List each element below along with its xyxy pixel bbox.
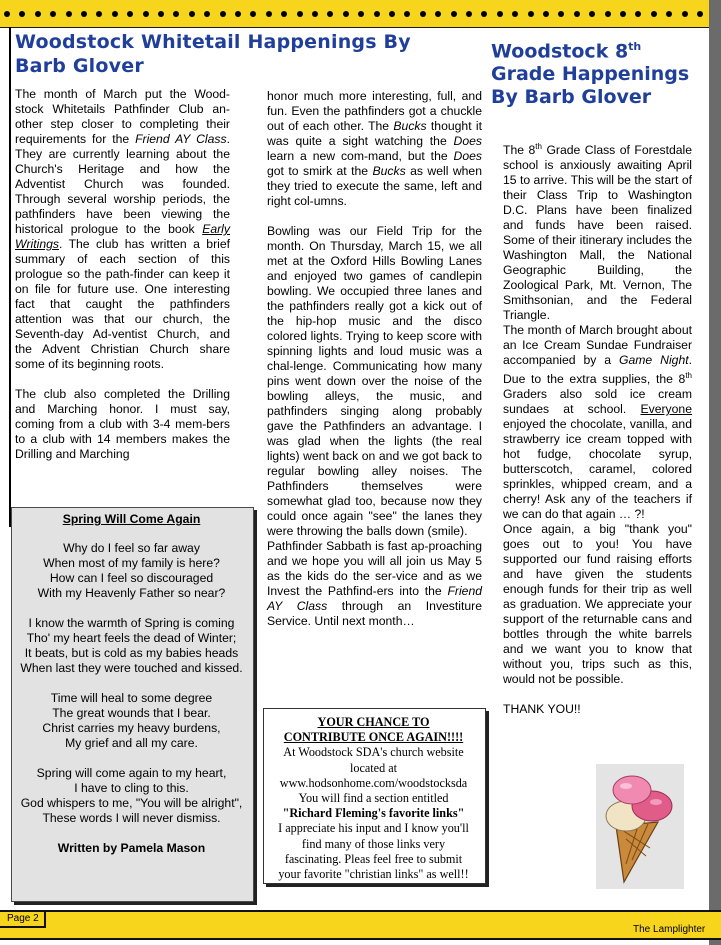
left-column-rule [9,27,11,527]
border-dot [4,11,10,17]
page-number: Page 2 [7,913,39,924]
poem-line: How can I feel so discouraged [49,571,214,585]
paragraph-class-trip: The 8th Grade Class of Forestdale school is anxiously awaiting April 15 to arrive. This will be the start of their Class Trip to Washington D.C. Plans have been finalized and funds have been raised. Some of their itinerary includes the Washington Mall, the National Geographic Building, the Zoological Park, Mt. Vernon, The Smithsonian, and the Federal Triangle. [503,142,693,323]
contribute-line: You will find a section entitled [298,791,449,806]
paragraph-fundraiser: The month of March brought about an Ice Cream Sundae Fundraiser accompanied by a Game Night. Due to the extra supplies, the 8th Graders also sold ice cream sundaes at school. Everyone enjoyed the chocolate, vanilla, and strawberry ice cream topped with hot fudge, chocolate syrup, butterscotch, caramel, colored sprinkles, whipped cream, and a cherry! Ask any of the teachers if we can do that again … ?! [503,323,692,522]
paragraph-bowling-trip: Bowling was our Field Trip for the month. On Thursday, March 15, we all met at the Oxford Hills Bowling Lanes and enjoyed two games of candlepin bowling. We occupied three lanes and the pathfinders really got a kick out of the hip-hop music and the disco colored lights. Trying to keep score with spinning lights and loud music was a chal-lenge. Communicating how many pins went down over the noise of the bowling alleys, the music, and pathfinders singing along probably gave the Pathfinders an advantage. I was glad when the lights (the real lights) went back on and we got back to regular bowling alley noises. The Pathfinders themselves were somewhat glad too, because now they could once again "see" the lanes they were throwing the balls down (smile). [267,224,482,538]
bottom-border-band [0,910,721,940]
whitetail-column-1 [15,87,230,462]
border-dot [220,11,226,17]
border-dot [204,11,210,17]
right-shadow-edge [709,0,721,945]
contribute-line: your favorite "christian links" as well!! [278,867,469,882]
paragraph-thank-you: Once again, a big "thank you" goes out to you! You have supported our fund raising efforts and have given the students enough funds for their trip as well as graduation. We appreciate your support of the returnable cans and bottles through the white barrels and we want you to know that without you, trips such as this, would not be possible. [503,522,692,687]
border-dot [358,11,364,17]
decorative-dot-border [4,11,720,19]
website-url[interactable]: www.hodsonhome.com/woodstocksda [279,775,468,790]
border-dot [374,11,380,17]
poem [13,512,250,856]
poem-line: Christ carries my heavy burdens, [42,721,221,735]
border-dot [697,11,703,17]
poem-title: Spring Will Come Again [62,512,201,526]
border-dot [574,11,580,17]
border-dot [682,11,688,17]
contribute-notice [265,715,482,882]
border-dot [589,11,595,17]
border-dot [235,11,241,17]
poem-line: When most of my family is here? [43,556,220,570]
paragraph-friend-class: The month of March put the Wood-stock Whitetails Pathfinder Club an-other step closer to completing their requirements for the Friend AY Class. They are currently learning about the Church's Heritage and how the Adventist Church was founded. Through several worship periods, the pathfinders have been viewing the historical prologue to the book Early Writings. The club has written a brief summary of each section of this prologue so the path-finder can keep it on file for future use. One interesting fact that caught the pathfinders attention was that our church, the Seventh-day Ad-ventist Church, and the Advent Christian Church share some of its beginning roots. [15,87,230,371]
border-dot [466,11,472,17]
poem-line: Spring will come again to my heart, [36,766,227,780]
border-dot [435,11,441,17]
ice-cream-illustration [596,764,684,889]
border-dot [404,11,410,17]
border-dot [266,11,272,17]
contribute-title-1: YOUR CHANCE TO [317,715,430,729]
border-dot [81,11,87,17]
border-dot [497,11,503,17]
contribute-line: located at [349,760,398,775]
poem-line: The great wounds that I bear. [52,706,211,720]
border-dot [620,11,626,17]
whitetail-column-2 [267,89,482,629]
heading-line-2: Grade Happenings [491,63,690,86]
border-dot [651,11,657,17]
paragraph-pathfinder-sabbath: Pathfinder Sabbath is fast ap-proaching and we hope you will all join us May 5 as the kids do the ser-vice and as we Invest the Pathfind-ers into the Friend AY Class through an Investiture Service. Until next month… [267,539,483,628]
paragraph-honor-fun: honor much more interesting, full, and fun. Even the pathfinders got a chuckle out of each other. The Bucks thought it was quite a sight watching the Does learn a new com-mand, but the Does got to smirk at the Bucks as well when they tried to execute the same, left and right col-umns. [267,89,482,208]
poem-stanza [13,541,250,601]
left-article-heading: Woodstock Whitetail Happenings By Barb Glover [15,31,411,77]
poem-stanza [13,691,250,751]
poem-author: Written by Pamela Mason [57,841,206,855]
favorite-links-title: "Richard Fleming's favorite links" [282,806,465,821]
poem-line: God whispers to me, "You will be alright", [20,796,243,810]
border-dot [312,11,318,17]
border-dot [605,11,611,17]
poem-stanzas [13,541,250,826]
paragraph-drilling-honor: The club also completed the Drilling and Marching honor. I must say, coming from a club with 3-4 mem-bers to a club with 14 members makes the Drilling and Marching [15,387,230,461]
poem-line: It beats, but is cold as my babies heads [24,646,239,660]
border-dot [635,11,641,17]
heading-line-3: By Barb Glover [491,86,652,109]
border-dot [528,11,534,17]
border-dot [281,11,287,17]
border-dot [666,11,672,17]
border-dot [250,11,256,17]
border-dot [389,11,395,17]
border-dot [112,11,118,17]
border-dot [297,11,303,17]
ice-cream-cone-icon [596,764,684,889]
border-dot [543,11,549,17]
contribute-line: find many of those links very [301,836,446,851]
right-article-heading [491,35,721,109]
thank-you-closing: THANK YOU!! [503,702,581,717]
poem-stanza [13,766,250,826]
heading-line-1: Woodstock 8 [491,40,629,63]
border-dot [127,11,133,17]
border-dot [173,11,179,17]
poem-line: Time will heal to some degree [50,691,213,705]
contribute-line: At Woodstock SDA's church website [283,745,464,760]
border-dot [451,11,457,17]
border-dot [96,11,102,17]
contribute-title-2: CONTRIBUTE ONCE AGAIN!!!! [283,730,464,745]
contribute-line: fascinating. Pleas feel free to submit [284,851,463,866]
border-dot [35,11,41,17]
poem-line: With my Heavenly Father so near? [37,586,226,600]
border-dot [66,11,72,17]
poem-line: My grief and all my care. [65,736,198,750]
border-dot [189,11,195,17]
contribute-line: I appreciate his input and I know you'll [278,821,469,836]
poem-line: Tho' my heart feels the dead of Winter; [26,631,237,645]
poem-line: I know the warmth of Spring is coming [28,616,235,630]
publication-name: The Lamplighter [633,924,706,935]
border-dot [558,11,564,17]
border-dot [158,11,164,17]
border-dot [50,11,56,17]
border-dot [481,11,487,17]
border-dot [343,11,349,17]
poem-stanza [13,616,250,676]
border-dot [512,11,518,17]
border-dot [19,11,25,17]
poem-line: These words I will never dismiss. [42,811,221,825]
eighth-grade-column [503,139,692,717]
border-dot [327,11,333,17]
poem-line: Why do I feel so far away [63,541,200,555]
poem-line: When last they were touched and kissed. [20,661,243,675]
poem-line: I have to cling to this. [74,781,189,795]
heading-sup: th [628,40,642,53]
border-dot [143,11,149,17]
border-dot [420,11,426,17]
